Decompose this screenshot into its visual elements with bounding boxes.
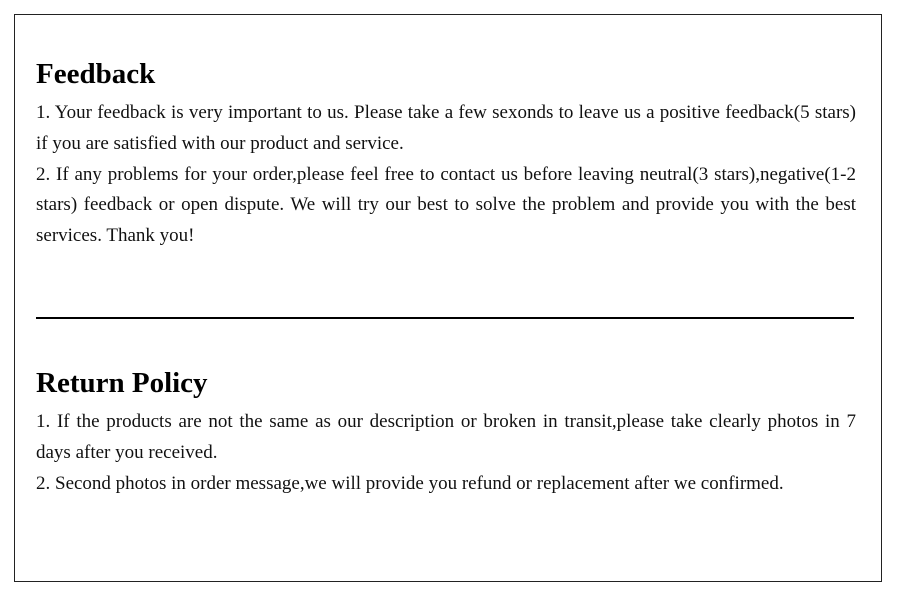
return-policy-item-1: 1. If the products are not the same as our description or broken in transit,please take clearly photos in 7 days after you received. (36, 411, 856, 463)
section-divider (36, 317, 854, 319)
feedback-title: Feedback (36, 58, 156, 90)
return-policy-title: Return Policy (36, 367, 208, 399)
feedback-section (36, 56, 856, 252)
return-policy-item-2: 2. Second photos in order message,we will provide you refund or replacement after we confirmed. (36, 472, 784, 494)
return-policy-section (36, 365, 856, 499)
feedback-item-2: 2. If any problems for your order,please feel free to contact us before leaving neutral(3 stars),negative(1-2 stars) feedback or open dispute. We will try our best to solve the problem and provide you with the best services. Thank you! (36, 163, 856, 247)
feedback-item-1: 1. Your feedback is very important to us. Please take a few sexonds to leave us a positive feedback(5 stars) if you are satisfied with our product and service. (36, 102, 856, 154)
